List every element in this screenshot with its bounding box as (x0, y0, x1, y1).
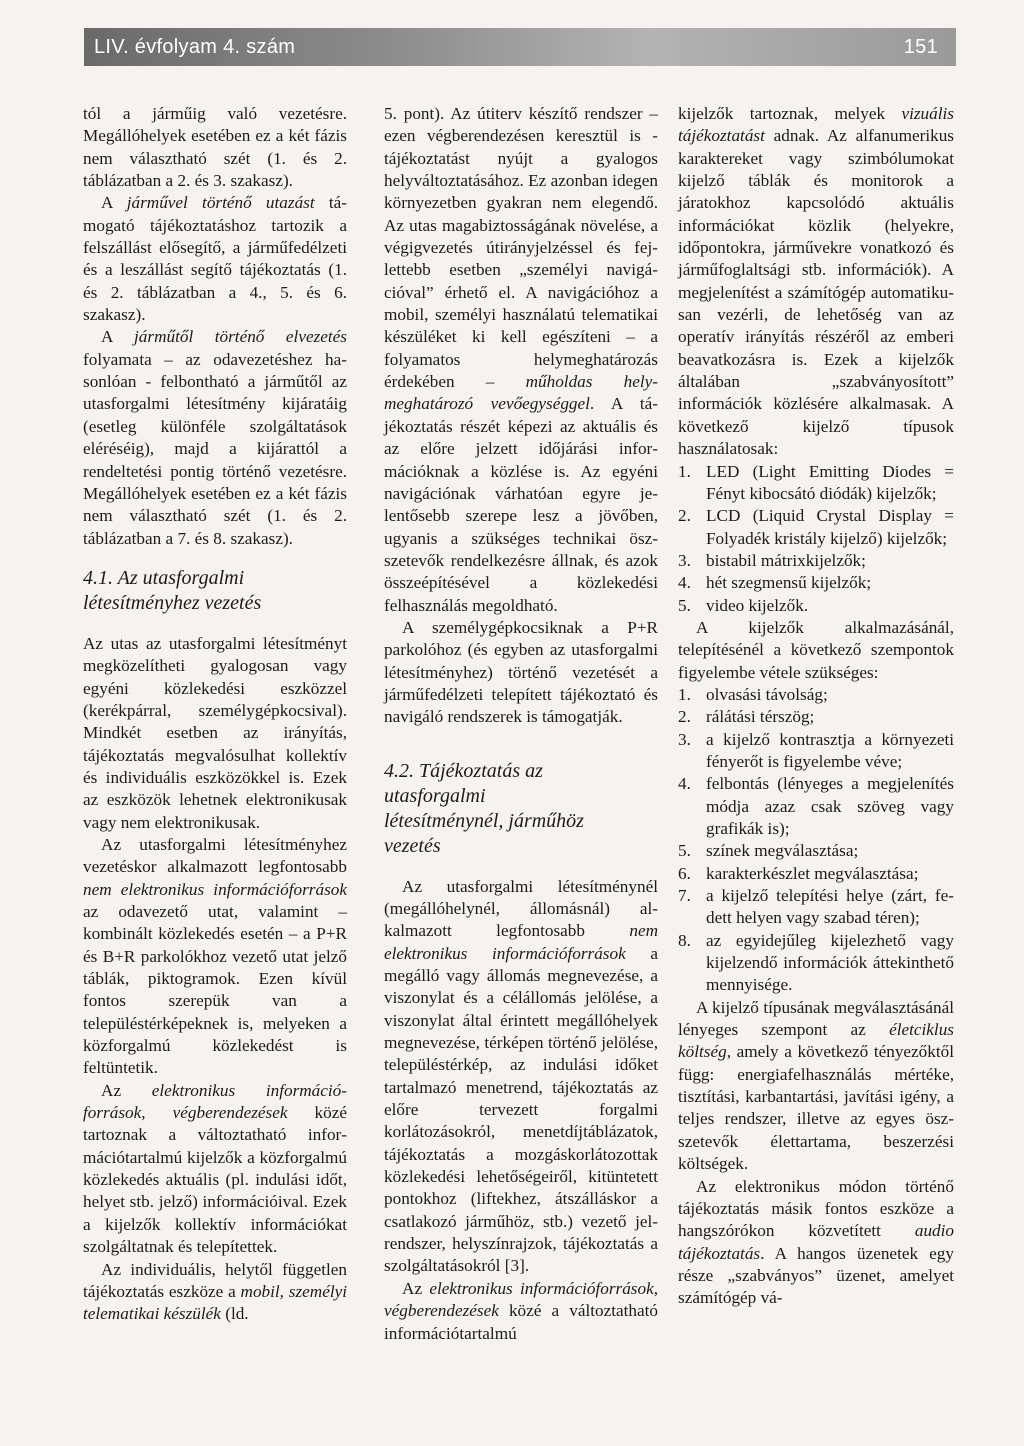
page-number: 151 (903, 35, 938, 58)
column-1 (83, 103, 347, 1326)
paragraph: A személygépkocsiknak a P+R parkolóhoz (és egyben az utasforgalmi létesítményhez) történő vezetését a járműfedélzeti telepített tájékoztató és navigáló rendszerek is támogatják. (384, 617, 658, 727)
paragraph: kijelzők tartoznak, melyek vizuális tájékoztatást adnak. Az alfanumerikus karaktereket vagy szimbólumokat kijelző táblák és monitorok a járatokhoz kapcsolódó aktuális információkat közlik (helyekre, időpontokra, járművekre vonatkozó és járműfoglaltsági stb. információk). A megjelenítést a számítógép automatikusan vezérli, de lehetőség van az operatív irányítás részéről az emberi beavatkozásra is. Ezek a kijelzők általában „szabványosított” információk közlésére alkalmasak. A következő kijelző típusok használatosak: (678, 104, 954, 459)
list-item: 1. olvasási távolság; (678, 684, 828, 704)
display-types-list (678, 461, 954, 617)
paragraph: A kijelzők alkalmazásánál, telepítésénél a következő szempontok figyelembe vétele szükséges: (678, 617, 954, 682)
page-header (84, 28, 956, 66)
list-item: 6. karakterkészlet megválasztása; (678, 863, 919, 883)
section-heading-4-2: 4.2. Tájékoztatás az utasforgalmi létesítménynél, járműhöz vezetés (384, 759, 584, 857)
paragraph: Az elektronikus információforrások, végberendezések közé a változtatható információtartalmú (384, 1278, 658, 1343)
list-item: 3. a kijelző kontrasztja a környezeti fényerőt is figyelembe véve; (678, 729, 954, 771)
paragraph: Az utas az utasforgalmi létesítményt megközelítheti gyalogosan vagy egyéni közlekedési eszközzel (kerékpárral, személygépkocsival). Mindkét esetben az irányítás, tájékoztatás megvalósulhat kollektív és individuális eszközökkel is. Ezek az eszközök lehetnek elektronikusak vagy nem elektronikusak. (83, 633, 347, 832)
considerations-list (678, 684, 954, 997)
list-item: 2. rálátási térszög; (678, 707, 815, 727)
paragraph: Az individuális, helytől független tájékoztatás eszköze a mobil, személyi telematikai készülék (ld. (83, 1259, 347, 1324)
paragraph: tól a járműig való vezetésre. Megállóhelyek esetében ez a két fázis nem választható szét (1. és 2. táblázatban a 2. és 3. szakasz). (83, 104, 347, 191)
list-item: 5. színek megválasztása; (678, 841, 859, 861)
list-item: 1. LED (Light Emitting Diodes = Fényt kibocsátó diódák) kijelzők; (678, 461, 954, 503)
list-item: 8. az egyidejűleg kijelezhető vagy kijelzendő információk áttekinthető mennyisége. (678, 930, 954, 995)
paragraph: A járműtől történő elvezetés folyamata – az odavezetéshez hasonlóan - felbontható a járműtől az utasforgalmi létesítmény kijáratáig (esetleg különféle szolgáltatások eléréséig), majd a kijárattól a rendeltetési pontig történő vezetésre. Megállóhelyek esetében ez a két fázis nem választható szét (1. és 2. táblázatban a 7. és 8. szakasz). (83, 327, 347, 548)
column-2 (384, 103, 658, 1345)
list-item: 7. a kijelző telepítési helye (zárt, fedett helyen vagy szabad téren); (678, 886, 954, 928)
paragraph: Az elektronikus módon történő tájékoztatás másik fontos eszköze a hangszórókon közvetített audio tájékoztatás. A hangos üzenetek egy része „szabványos” üzenet, amelyet számítógép vá- (678, 1176, 954, 1308)
issue-label: LIV. évfolyam 4. szám (94, 35, 296, 58)
list-item: 3. bistabil mátrixkijelzők; (678, 550, 866, 570)
paragraph: A kijelző típusának megválasztásánál lényeges szempont az életciklus költség, amely a következő tényezőktől függ: energiafelhasználás mértéke, tisztítási, karbantartási, javítási igény, a teljes rendszer, illetve az egyes öszszetevők élettartama, beszerzési költségek. (678, 997, 954, 1174)
column-3 (678, 103, 954, 1310)
list-item: 2. LCD (Liquid Crystal Display = Folyadék kristály kijelző) kijelzők; (678, 506, 954, 548)
paragraph: Az elektronikus információforrások, végberendezések közé tartoznak a változtatható információtartalmú kijelzők a közforgalmú közlekedés aktuális (pl. indulási időt, helyet stb. jelző) információival. Ezek a kijelzők kollektív információkat szolgáltatnak és telepítettek. (83, 1080, 347, 1257)
list-item: 4. hét szegmensű kijelzők; (678, 573, 872, 593)
list-item: 5. video kijelzők. (678, 595, 809, 615)
list-item: 4. felbontás (lényeges a megjelenítés módja azaz csak szöveg vagy grafikák is); (678, 774, 954, 838)
paragraph: 5. pont). Az útiterv készítő rendszer – ezen végberendezésen keresztül is - tájékoztatást nyújt a gyalogos helyváltoztatásához. Ez azonban idegen környezetben gyakran nem elegendő. Az utas magabiztosságának növelése, a végigvezetés útirányjelzéssel és fejlettebb esetben „személyi navigációval” érhető el. A navigációhoz a mobil, személyi használatú telematikai készüléket ki kell egészíteni – a folyamatos helymeghatározás érdekében – műholdas helymeghatározó vevőegységgel. A tájékoztatás részét képezi az aktuális és az előre jelzett időjárási információknak a közlése is. Az egyéni navigációnak várhatóan egyre jelentősebb szerepe lesz a jövőben, ugyanis a szükséges technikai öszszetevők rendelkezésre állnak, és azok összeépítésével a közlekedési felhasználás megoldható. (384, 104, 658, 615)
section-heading-4-1: 4.1. Az utasforgalmi létesítményhez vezetés (83, 566, 262, 614)
paragraph: A járművel történő utazást támogató tájékoztatáshoz tartozik a felszállást elősegítő, a járműfedélzeti és a leszállást segítő tájékoztatás (1. és 2. táblázatban a 4., 5. és 6. szakasz). (83, 193, 347, 325)
paragraph: Az utasforgalmi létesítménynél (megállóhelynél, állomásnál) alkalmazott legfontosabb nem elektronikus információforrások a megálló vagy állomás megnevezése, a viszonylat és a célállomás jelölése, a viszonylat által érintett megállóhelyek megnevezése, térképen történő jelölése, településtérkép, az indulási időket tartalmazó menetrend, tájékoztatás az előre tervezett forgalmi korlátozásokról, menetdíjtáblázatok, tájékoztatás a mozgáskorlátozottak közlekedési lehetőségeiről, kitüntetett pontokhoz (liftekhez, átszálláskor a csatlakozó járműhöz, stb.) vezető jelrendszer, helyszínrajzok, tájékoztatás a szolgáltatásokról [3]. (384, 876, 658, 1276)
paragraph: Az utasforgalmi létesítményhez vezetéskor alkalmazott legfontosabb nem elektronikus információforrások az odavezető utat, valamint – kombinált közlekedés esetén – a P+R és B+R parkolókhoz vezető utat jelző táblák, piktogramok. Ezen kívül fontos szerepük van a településtérképeknek is, melyeken a közforgalmú közlekedést is feltüntetik. (83, 834, 347, 1078)
